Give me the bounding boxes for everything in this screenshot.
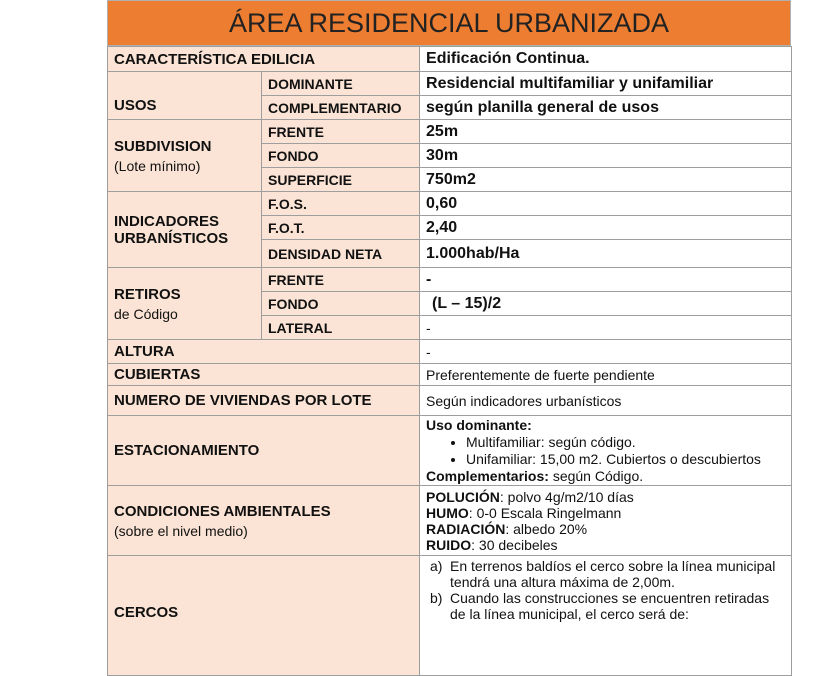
row-cubiertas: [108, 364, 792, 386]
zoning-sheet: [107, 0, 791, 630]
cubiertas-label: CUBIERTAS: [108, 364, 420, 386]
complementario-value: según planilla general de usos: [420, 96, 792, 120]
lateral-value: -: [420, 316, 792, 340]
ambientales-note: (sobre el nivel medio): [114, 522, 248, 539]
subdivision-title: SUBDIVISION: [114, 137, 212, 155]
retiros-frente-value: -: [420, 268, 792, 292]
viviendas-value: Según indicadores urbanísticos: [420, 386, 792, 416]
retiros-fondo-label: FONDO: [262, 292, 420, 316]
fos-value: 0,60: [420, 192, 792, 216]
retiros-label: [108, 268, 262, 340]
complementario-label: COMPLEMENTARIO: [262, 96, 420, 120]
subdivision-label: [108, 120, 262, 192]
lateral-label: LATERAL: [262, 316, 420, 340]
retiros-frente-label: FRENTE: [262, 268, 420, 292]
row-indicadores-fos: [108, 192, 792, 216]
complementarios-label: Complementarios:: [426, 467, 549, 484]
subdivision-fondo-value: 30m: [420, 144, 792, 168]
densidad-label: DENSIDAD NETA: [262, 240, 420, 268]
dominante-label: DOMINANTE: [262, 72, 420, 96]
ambientales-label: [108, 486, 420, 556]
cercos-label: CERCOS: [108, 556, 420, 676]
superficie-label: SUPERFICIE: [262, 168, 420, 192]
row-altura: [108, 340, 792, 364]
cubiertas-value: Preferentemente de fuerte pendiente: [420, 364, 792, 386]
caracteristica-value: Edificación Continua.: [420, 47, 792, 72]
row-ambientales: [108, 486, 792, 556]
row-retiros-frente: [108, 268, 792, 292]
row-subdivision-frente: [108, 120, 792, 144]
superficie-value: 750m2: [420, 168, 792, 192]
ambiental-item: HUMO: 0-0 Escala Ringelmann: [426, 504, 622, 521]
ambiental-item: POLUCIÓN: polvo 4g/m2/10 días: [426, 488, 634, 505]
estacionamiento-value: [420, 416, 792, 486]
estacionamiento-item: • Multifamiliar: según código.: [466, 434, 785, 451]
row-usos-dominante: [108, 72, 792, 96]
estacionamiento-label: ESTACIONAMIENTO: [108, 416, 420, 486]
ambientales-title: CONDICIONES AMBIENTALES: [114, 502, 331, 520]
indicadores-line1: INDICADORES: [114, 212, 220, 230]
estacionamiento-item: • Unifamiliar: 15,00 m2. Cubiertos o descubiertos: [466, 451, 785, 468]
retiros-fondo-value: (L – 15)/2: [420, 292, 792, 316]
altura-value: -: [420, 340, 792, 364]
retiros-note: de Código: [114, 305, 178, 322]
subdivision-frente-value: 25m: [420, 120, 792, 144]
fos-label: F.O.S.: [262, 192, 420, 216]
row-estacionamiento: [108, 416, 792, 486]
cercos-list: [426, 558, 785, 622]
row-viviendas: [108, 386, 792, 416]
viviendas-label: NUMERO DE VIVIENDAS POR LOTE: [108, 386, 420, 416]
ambiental-item: RUIDO: 30 decibeles: [426, 536, 558, 553]
row-caracteristica: [108, 47, 792, 72]
indicadores-label: [108, 192, 262, 268]
densidad-value: 1.000hab/Ha: [420, 240, 792, 268]
fot-label: F.O.T.: [262, 216, 420, 240]
complementarios-value: según Código.: [548, 467, 644, 484]
caracteristica-label: CARACTERÍSTICA EDILICIA: [108, 47, 420, 72]
altura-label: ALTURA: [108, 340, 420, 364]
cercos-value: [420, 556, 792, 676]
row-cercos: [108, 556, 792, 676]
usos-label: USOS: [108, 72, 262, 120]
indicadores-line2: URBANÍSTICOS: [114, 229, 229, 247]
retiros-title: RETIROS: [114, 285, 181, 303]
ambiental-item: RADIACIÓN: albedo 20%: [426, 520, 588, 537]
zoning-table: [107, 46, 792, 676]
page-title: ÁREA RESIDENCIAL URBANIZADA: [107, 0, 791, 46]
uso-dominante-label: Uso dominante:: [426, 416, 532, 433]
dominante-value: Residencial multifamiliar y unifamiliar: [420, 72, 792, 96]
subdivision-frente-label: FRENTE: [262, 120, 420, 144]
cercos-item: b) Cuando las construcciones se encuentren retiradas de la línea municipal, el cerco será de:: [430, 590, 770, 622]
estacionamiento-list: [426, 434, 785, 468]
fot-value: 2,40: [420, 216, 792, 240]
subdivision-fondo-label: FONDO: [262, 144, 420, 168]
subdivision-note: (Lote mínimo): [114, 157, 201, 174]
ambientales-value: [420, 486, 792, 556]
cercos-item: a) En terrenos baldíos el cerco sobre la línea municipal tendrá una altura máxima de 2,00m.: [430, 558, 776, 590]
